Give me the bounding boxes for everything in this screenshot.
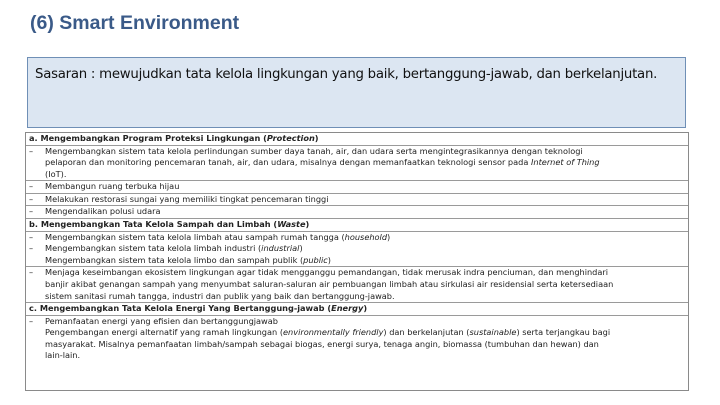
section-a-item-2: – Membangun ruang terbuka hijau	[26, 181, 688, 194]
section-a-item-3: – Melakukan restorasi sungai yang memiliki tingkat pencemaran tinggi	[26, 194, 688, 207]
section-b-item-4: – Menjaga keseimbangan ekosistem lingkungan agar tidak mengganggu pemandangan, tidak merusak indra penciuman, dan menghindari banjir akibat genangan sampah yang menyumbat saluran-saluran air pembuangan limbah atau sirkulasi air residensial serta ketersediaan sistem sanitasi rumah tangga, industri dan publik yang baik dan bertanggung-jawab.	[26, 267, 688, 303]
program-table	[25, 132, 689, 391]
sasaran-text: Sasaran : mewujudkan tata kelola lingkungan yang baik, bertanggung-jawab, dan berkelanjutan.	[35, 67, 658, 82]
section-b-heading: b. Mengembangkan Tata Kelola Sampah dan Limbah (Waste)	[26, 219, 688, 232]
page-title: (6) Smart Environment	[30, 12, 240, 34]
section-a-item-4: – Mengendalikan polusi udara	[26, 206, 688, 219]
section-c-item-1: – Pemanfaatan energi yang efisien dan bertanggungjawab Pengembangan energi alternatif yang ramah lingkungan (environmentally friendly) dan berkelanjutan (sustainable) serta terjangkau bagi masyarakat. Misalnya pemanfaatan limbah/sampah sebagai biogas, energi surya, tenaga angin, biomassa (tumbuhan dan hewan) dan lain-lain.	[29, 315, 611, 361]
section-a-item-1: – Mengembangkan sistem tata kelola perlindungan sumber daya tanah, air, dan udara serta mengintegrasikannya dengan teknologi pelaporan dan monitoring pencemaran tanah, air, dan udara, misalnya dengan memanfaatkan teknologi sensor pada Internet of Thing (IoT).	[26, 146, 688, 182]
section-a-heading: a. Mengembangkan Program Proteksi Lingkungan (Protection)	[26, 133, 688, 146]
section-c-heading: c. Mengembangkan Tata Kelola Energi Yang Bertanggung-jawab (Energy)	[26, 303, 688, 316]
sasaran-box	[27, 57, 686, 128]
section-b-items-1-3: – Mengembangkan sistem tata kelola limbah atau sampah rumah tangga (household) – Mengembangkan sistem tata kelola limbah industri (industrial) Mengembangkan sistem tata kelola limbo dan sampah publik (public)	[26, 232, 688, 268]
